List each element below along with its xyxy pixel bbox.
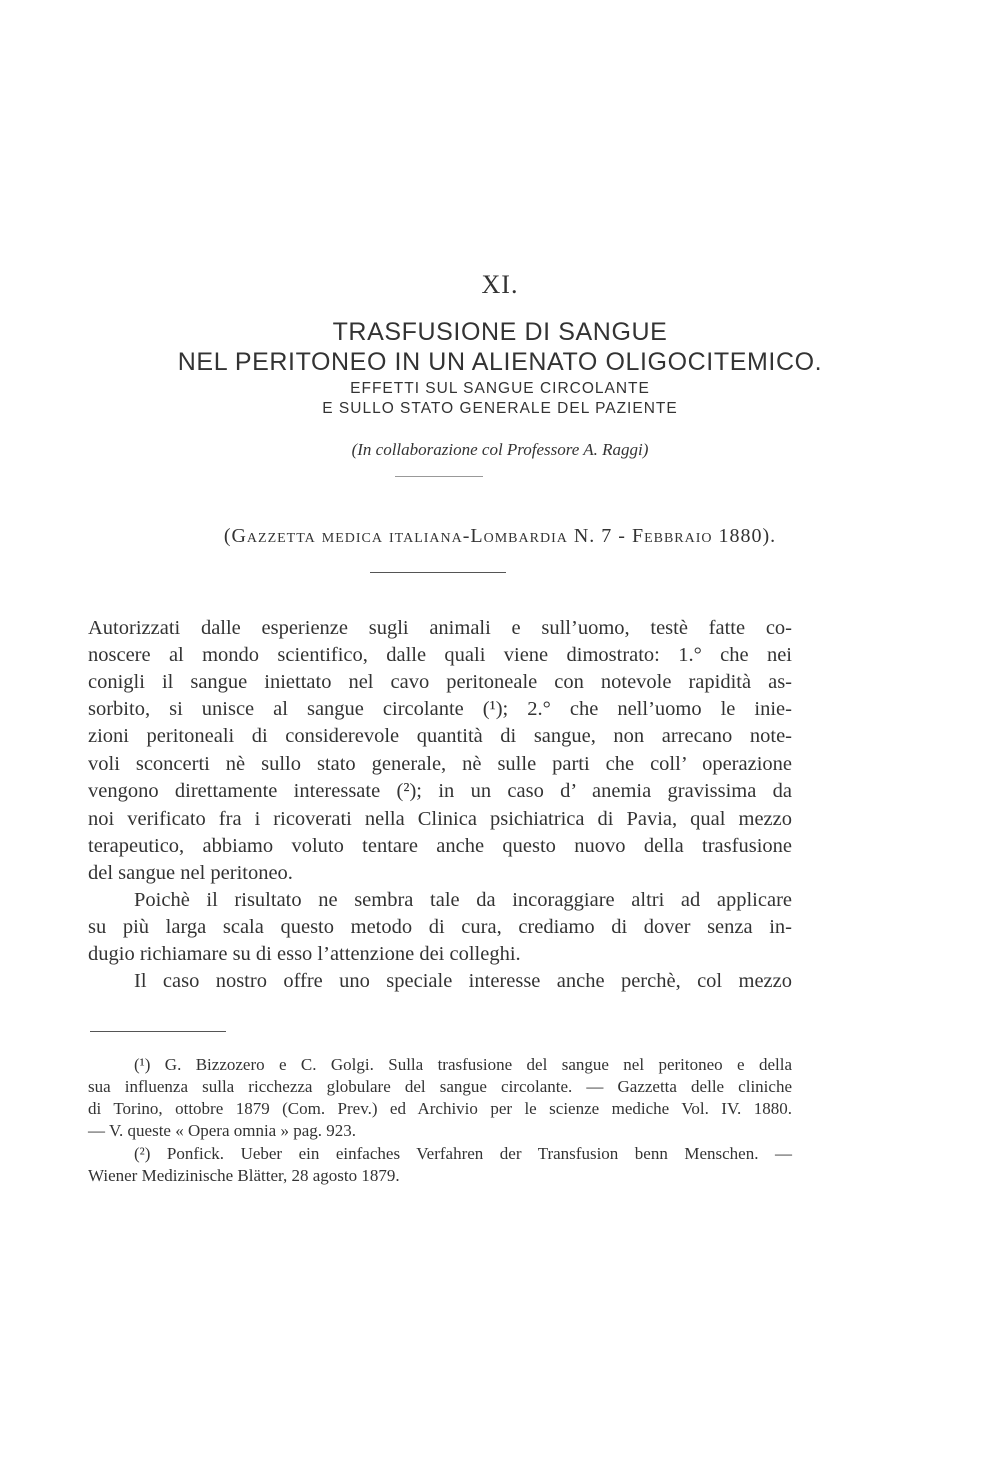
subtitle-line-1: EFFETTI SUL SANGUE CIRCOLANTE [350,380,650,397]
body-line: sorbito, si unisce al sangue circolante (¹); 2.° che nell’uomo le inie- [88,698,792,720]
body-line: conigli il sangue iniettato nel cavo peritoneale con notevole rapidità as- [88,671,792,693]
body-line: Il caso nostro offre uno speciale interesse anche perchè, col mezzo [134,970,792,992]
subtitle-line-2: E SULLO STATO GENERALE DEL PAZIENTE [322,400,678,417]
divider-rule [370,572,506,573]
body-line: del sangue nel peritoneo. [88,862,293,884]
collaboration-note: (In collaborazione col Professore A. Raggi) [351,440,649,459]
chapter-numeral: XI. [481,270,519,299]
footnote-line: (²) Ponfick. Ueber ein einfaches Verfahren der Transfusion benn Menschen. — [134,1144,792,1163]
body-line: terapeutico, abbiamo voluto tentare anche questo nuovo della trasfusione [88,835,792,857]
body-line: su più larga scala questo metodo di cura, crediamo di dover senza in- [88,916,792,938]
title-line-2: NEL PERITONEO IN UN ALIENATO OLIGOCITEMICO. [177,348,823,376]
body-line: vengono direttamente interessate (²); in un caso d’ anemia gravissima da [88,780,792,802]
footnote-line: — V. queste « Opera omnia » pag. 923. [88,1121,357,1140]
footnote-separator [90,1031,226,1032]
body-line: voli sconcerti nè sullo stato generale, nè sulle parti che coll’ operazione [88,753,792,775]
body-line: noi verificato fra i ricoverati nella Clinica psichiatrica di Pavia, qual mezzo [88,808,792,830]
title-line-1: TRASFUSIONE DI SANGUE [332,318,668,346]
body-line: noscere al mondo scientifico, dalle quali viene dimostrato: 1.° che nei [88,644,792,666]
footnote-line: Wiener Medizinische Blätter, 28 agosto 1879. [88,1166,400,1185]
source-citation: (Gazzetta medica italiana-Lombardia N. 7 - Febbraio 1880). [223,525,777,547]
footnote-line: sua influenza sulla ricchezza globulare del sangue circolante. — Gazzetta delle cliniche [88,1077,792,1096]
body-line: Autorizzati dalle esperienze sugli animali e sull’uomo, testè fatte co- [88,617,792,639]
footnote-line: di Torino, ottobre 1879 (Com. Prev.) ed Archivio per le scienze mediche Vol. IV. 1880. [88,1099,792,1118]
footnote-line: (¹) G. Bizzozero e C. Golgi. Sulla trasfusione del sangue nel peritoneo e della [134,1055,792,1074]
body-line: Poichè il risultato ne sembra tale da incoraggiare altri ad applicare [134,889,792,911]
divider-rule [395,476,483,477]
body-line: dugio richiamare su di esso l’attenzione dei colleghi. [88,943,521,965]
body-line: zioni peritoneali di considerevole quantità di sangue, non arrecano note- [88,725,792,747]
